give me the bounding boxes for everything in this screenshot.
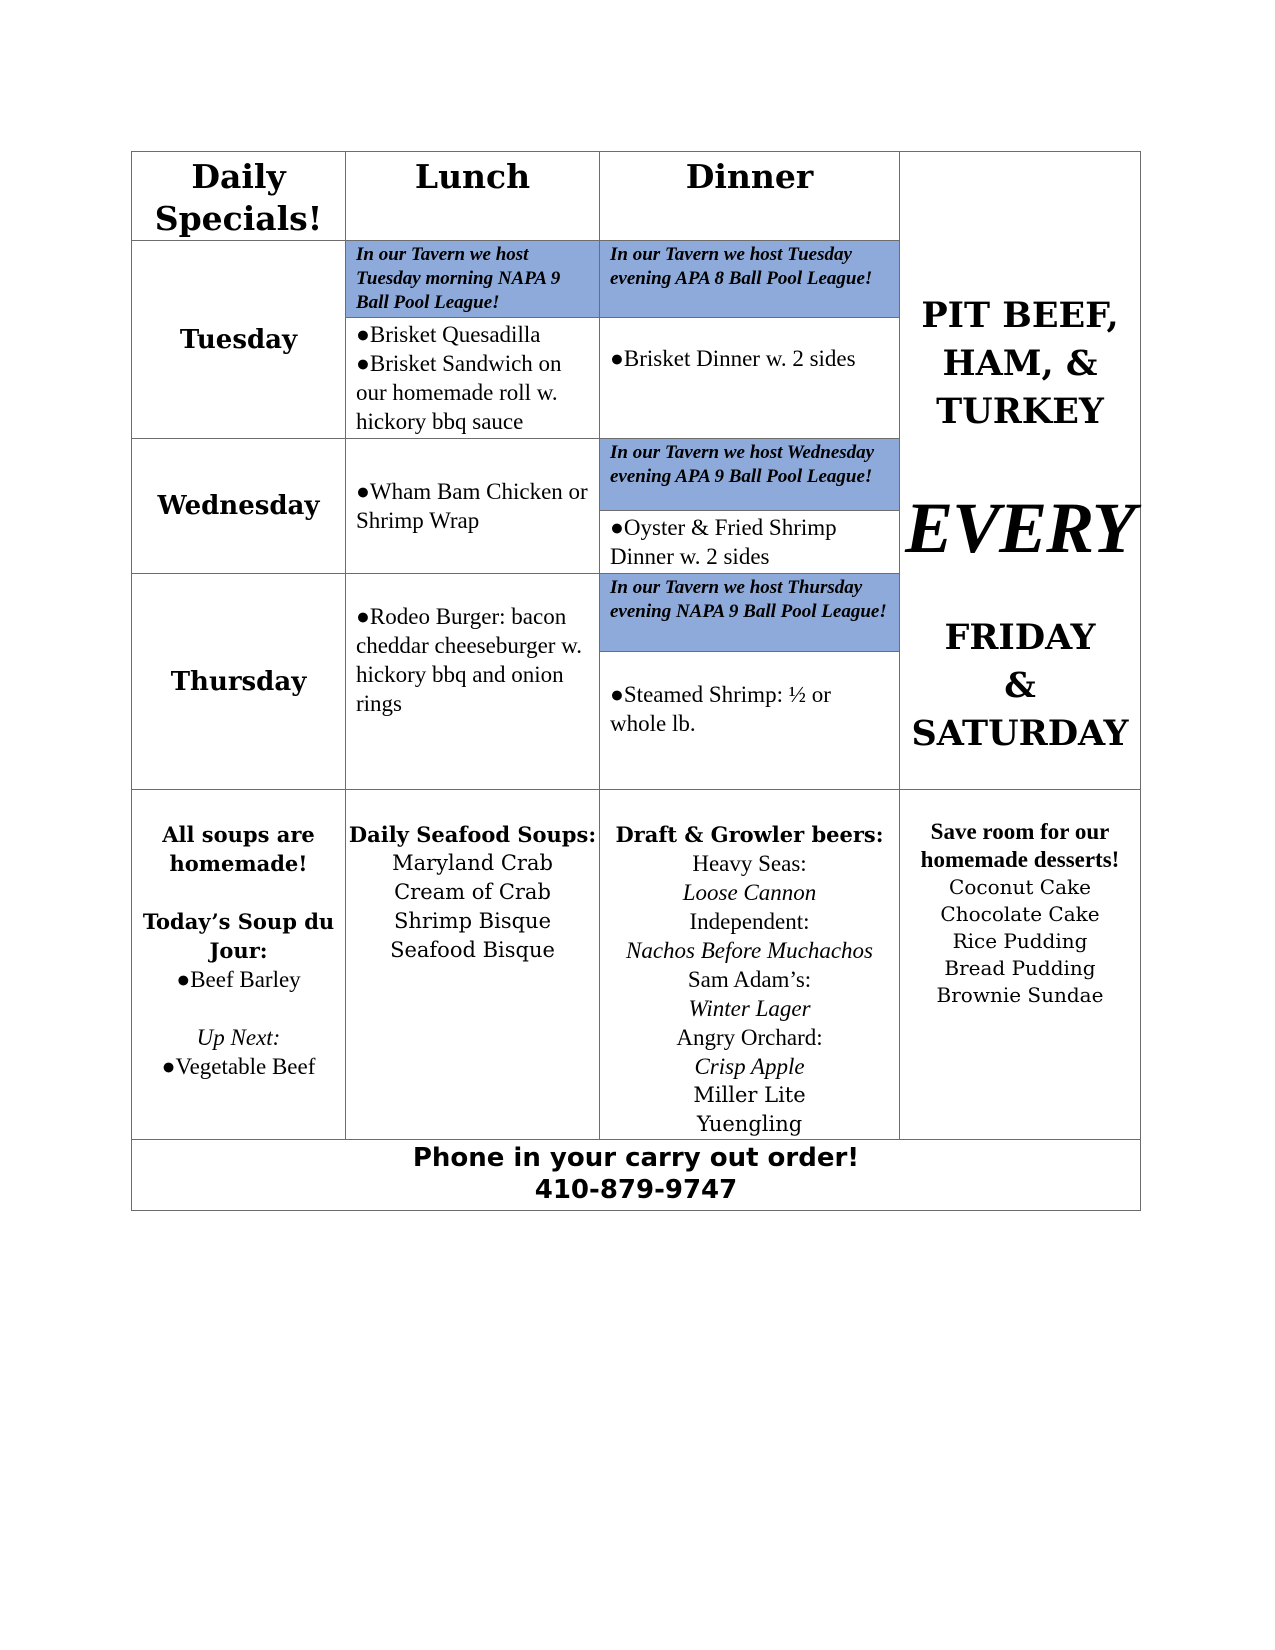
friday-saturday-promo xyxy=(900,152,1141,790)
list-item: Seafood Bisque xyxy=(390,938,555,962)
soup-du-jour-label: Today’s Soup du Jour: xyxy=(142,909,335,963)
promo-every: EVERY xyxy=(905,488,1135,568)
seafood-soups-title: Daily Seafood Soups: xyxy=(348,822,597,847)
tuesday-lunch-league-note: In our Tavern we host Tuesday morning NAPA 9 Ball Pool League! xyxy=(346,241,600,318)
promo-days xyxy=(900,614,1140,758)
up-next-label: Up Next: xyxy=(196,1025,281,1050)
phone-number: 410-879-9747 xyxy=(534,1175,738,1205)
wednesday-dinner-league-note: In our Tavern we host Wednesday evening APA 9 Ball Pool League! xyxy=(600,439,900,511)
list-item: ●Brisket Quesadilla xyxy=(356,322,541,347)
header-dinner: Dinner xyxy=(600,152,900,241)
list-item: Coconut Cake xyxy=(949,875,1091,899)
list-item: Bread Pudding xyxy=(944,956,1096,980)
desserts-title: Save room for our homemade desserts! xyxy=(920,819,1120,872)
daily-specials-table xyxy=(131,151,1141,1211)
promo-line-saturday: SATURDAY xyxy=(911,713,1129,754)
beer-name: Crisp Apple xyxy=(694,1054,805,1079)
list-item: ●Steamed Shrimp: ½ or whole lb. xyxy=(610,682,831,736)
list-item: Rice Pudding xyxy=(952,929,1088,953)
beer-brewer: Sam Adam’s: xyxy=(687,967,812,992)
day-thursday: Thursday xyxy=(132,574,346,790)
soup-du-jour: ●Beef Barley xyxy=(176,967,301,992)
beer-brewer: Angry Orchard: xyxy=(676,1025,823,1050)
thursday-dinner-specials xyxy=(600,652,900,790)
day-tuesday: Tuesday xyxy=(132,241,346,439)
tuesday-lunch-specials xyxy=(346,318,600,439)
promo-line-pit-beef: PIT BEEF, xyxy=(921,295,1119,336)
beer-name: Loose Cannon xyxy=(682,880,817,905)
header-lunch: Lunch xyxy=(346,152,600,241)
list-item: ●Rodeo Burger: bacon cheddar cheeseburger w. hickory bbq and onion rings xyxy=(356,604,583,716)
tuesday-dinner-specials xyxy=(600,318,900,439)
carry-out-footer xyxy=(132,1140,1141,1211)
thursday-dinner-league-note: In our Tavern we host Thursday evening NAPA 9 Ball Pool League! xyxy=(600,574,900,652)
promo-meats xyxy=(900,292,1140,436)
beers-title: Draft & Growler beers: xyxy=(615,822,884,847)
promo-line-turkey: TURKEY xyxy=(936,391,1104,432)
wednesday-dinner-specials xyxy=(600,511,900,574)
list-item: ●Wham Bam Chicken or Shrimp Wrap xyxy=(356,479,588,533)
beer-brewer: Heavy Seas: xyxy=(692,851,807,876)
beer-name: Winter Lager xyxy=(688,996,811,1021)
soups-headline: All soups are homemade! xyxy=(162,822,315,876)
list-item: Maryland Crab xyxy=(392,851,553,875)
beer-brewer: Independent: xyxy=(689,909,810,934)
carry-out-text: Phone in your carry out order! xyxy=(412,1143,860,1173)
list-item: Shrimp Bisque xyxy=(393,909,552,933)
seafood-soups xyxy=(346,790,600,1140)
list-item: ●Brisket Sandwich on our homemade roll w. hickory bbq sauce xyxy=(356,351,562,434)
list-item: ●Oyster & Fried Shrimp Dinner w. 2 sides xyxy=(610,515,837,569)
list-item: ●Brisket Dinner w. 2 sides xyxy=(610,346,856,371)
promo-line-and: & xyxy=(1004,665,1036,706)
day-wednesday: Wednesday xyxy=(132,439,346,574)
beer-name: Yuengling xyxy=(696,1112,803,1136)
up-next-soup: ●Vegetable Beef xyxy=(161,1054,316,1079)
soups-info xyxy=(132,790,346,1140)
desserts xyxy=(900,790,1141,1140)
list-item: Chocolate Cake xyxy=(940,902,1100,926)
promo-line-ham: HAM, & xyxy=(942,343,1098,384)
header-daily-specials: Daily Specials! xyxy=(132,152,346,241)
beer-name: Miller Lite xyxy=(693,1083,806,1107)
tuesday-dinner-league-note: In our Tavern we host Tuesday evening APA 8 Ball Pool League! xyxy=(600,241,900,318)
list-item: Brownie Sundae xyxy=(936,983,1104,1007)
beer-name: Nachos Before Muchachos xyxy=(626,938,873,963)
draft-beers xyxy=(600,790,900,1140)
promo-line-friday: FRIDAY xyxy=(944,617,1096,658)
wednesday-lunch-specials xyxy=(346,439,600,574)
thursday-lunch-specials xyxy=(346,574,600,790)
list-item: Cream of Crab xyxy=(394,880,551,904)
